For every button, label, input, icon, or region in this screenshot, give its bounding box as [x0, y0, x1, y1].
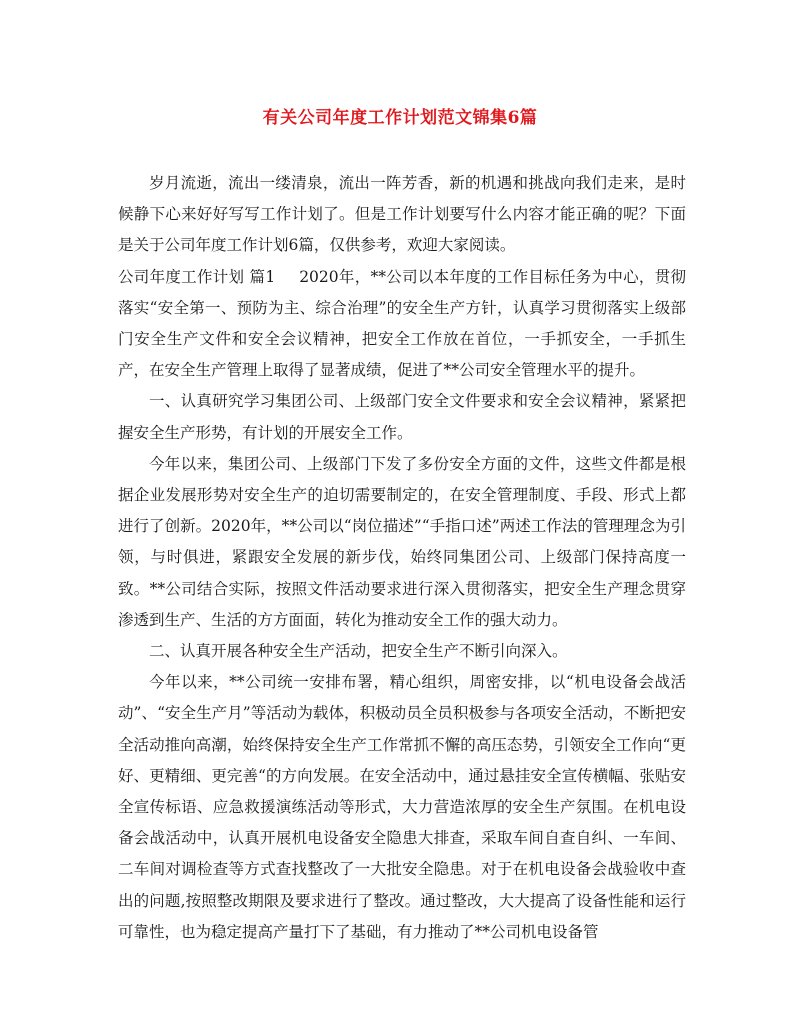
intro-paragraph: 岁月流逝，流出一缕清泉，流出一阵芳香，新的机遇和挑战向我们走来，是时候静下心来好好写写工作计划了。但是工作计划要写什么内容才能正确的呢？下面是关于公司年度工作计划6篇，仅供参考，欢迎大家阅读。: [118, 174, 686, 255]
section-1-text: 2020年，**公司以本年度的工作目标任务为中心，贯彻落实“安全第一、预防为主、综合治理”的安全生产方针，认真学习贯彻落实上级部门安全生产文件和安全会议精神，把安全工作放在首位，一手抓安全，一手抓生产，在安全生产管理上取得了显著成绩，促进了**公司安全管理水平的提升。: [118, 267, 686, 380]
body-paragraph-4: 今年以来，**公司统一安排布署，精心组织，周密安排，以“机电设备会战活动”、“安全生产月”等活动为载体，积极动员全员积极参与各项安全活动，不断把安全活动推向高潮，始终保持安全生产工作常抓不懈的高压态势，引领安全工作向“更好、更精细、更完善“的方向发展。在安全活动中，通过悬挂安全宣传横幅、张贴安全宣传标语、应急救援演练活动等形式，大力营造浓厚的安全生产氛围。在机电设备会战活动中，认真开展机电设备安全隐患大排查，采取车间自查自纠、一车间、二车间对调检查等方式查找整改了一大批安全隐患。对于在机电设备会战验收中查出的问题,按照整改期限及要求进行了整改。通过整改，大大提高了设备性能和运行可靠性，也为稳定提高产量打下了基础，有力推动了**公司机电设备管: [118, 673, 686, 941]
section-label: 公司年度工作计划 篇1: [118, 267, 276, 286]
body-paragraph-2: 今年以来，集团公司、上级部门下发了多份安全方面的文件，这些文件都是根据企业发展形势对安全生产的迫切需要制定的，在安全管理制度、手段、形式上都进行了创新。2020年，**公司以“岗位描述”“手指口述”两述工作法的管理理念为引领，与时俱进，紧跟安全发展的新步伐，始终同集团公司、上级部门保持高度一致。**公司结合实际，按照文件活动要求进行深入贯彻落实，把安全生产理念贯穿渗透到生产、生活的方方面面，转化为推动安全工作的强大动力。: [118, 454, 686, 629]
section-1-paragraph: [118, 262, 686, 387]
document-title: 有关公司年度工作计划范文锦集6篇: [262, 108, 538, 128]
heading-two: 二、认真开展各种安全生产活动，把安全生产不断引向深入。: [149, 642, 568, 661]
document-body: [118, 168, 686, 948]
heading-one: 一、认真研究学习集团公司、上级部门安全文件要求和安全会议精神，紧紧把握安全生产形势，有计划的开展安全工作。: [118, 392, 686, 442]
